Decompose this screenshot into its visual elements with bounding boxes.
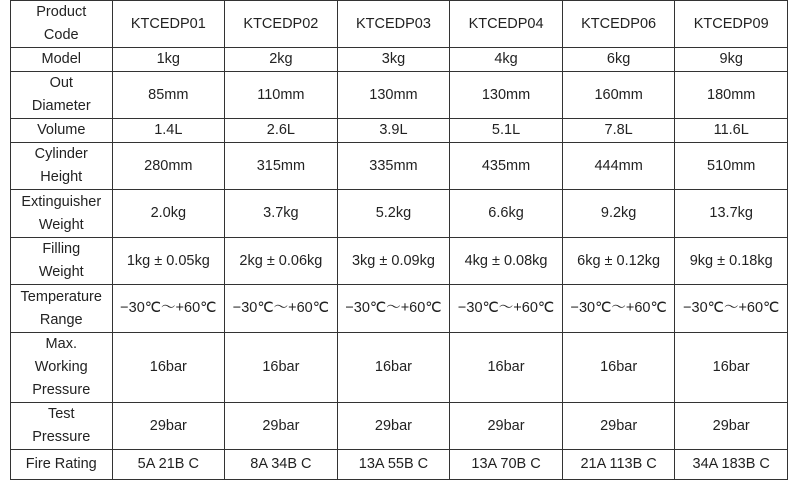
table-cell: 9.2kg (562, 190, 675, 238)
table-cell: −30℃～+60℃ (675, 285, 788, 333)
table-cell: 2kg (225, 48, 338, 72)
table-cell: 335mm (337, 143, 450, 190)
table-cell: 29bar (112, 403, 225, 450)
row-label-volume (11, 119, 113, 143)
specification-table (10, 0, 788, 480)
table-cell: −30℃～+60℃ (562, 285, 675, 333)
table-cell: 6.6kg (450, 190, 563, 238)
row-label-line: Product (36, 4, 87, 20)
row-label-line: Test (47, 406, 75, 422)
table-cell: −30℃～+60℃ (450, 285, 563, 333)
table-cell: 13A 70B C (450, 450, 563, 480)
row-label-line: Max. (45, 336, 77, 352)
row-label-line: Working (34, 359, 88, 375)
table-cell: 1.4L (112, 119, 225, 143)
table-cell: 1kg ± 0.05kg (112, 238, 225, 285)
row-label-line: Range (39, 311, 83, 328)
table-cell: KTCEDP03 (337, 1, 450, 48)
table-cell: 315mm (225, 143, 338, 190)
table-cell: 5.2kg (337, 190, 450, 238)
table-cell: 444mm (562, 143, 675, 190)
table-cell: 16bar (225, 333, 338, 403)
table-cell: 16bar (337, 333, 450, 403)
table-cell: 3.7kg (225, 190, 338, 238)
specification-table-body (11, 1, 788, 480)
row-label-line: Fire Rating (25, 456, 97, 472)
table-cell: KTCEDP01 (112, 1, 225, 48)
table-cell: 130mm (450, 72, 563, 119)
table-cell: 3.9L (337, 119, 450, 143)
row-label-filling-weight (11, 238, 113, 285)
row-label-fire-rating (11, 450, 113, 480)
table-cell: 2.0kg (112, 190, 225, 238)
table-cell: 29bar (450, 403, 563, 450)
row-label-line: Temperature (20, 288, 102, 305)
table-cell: KTCEDP04 (450, 1, 563, 48)
row-label-temperature-range (11, 285, 113, 333)
table-cell: 34A 183B C (675, 450, 788, 480)
table-cell: 16bar (450, 333, 563, 403)
table-cell: KTCEDP02 (225, 1, 338, 48)
row-label-line: Diameter (31, 98, 91, 114)
table-cell: 29bar (225, 403, 338, 450)
table-cell: 16bar (562, 333, 675, 403)
table-cell: 510mm (675, 143, 788, 190)
table-cell: 280mm (112, 143, 225, 190)
table-cell: 13A 55B C (337, 450, 450, 480)
row-label-line: Code (43, 27, 79, 43)
table-cell: 180mm (675, 72, 788, 119)
row-label-line: Filling (42, 241, 81, 257)
table-cell: 29bar (562, 403, 675, 450)
table-cell: −30℃～+60℃ (225, 285, 338, 333)
table-cell: 435mm (450, 143, 563, 190)
table-cell: 110mm (225, 72, 338, 119)
table-cell: 5A 21B C (112, 450, 225, 480)
row-label-line: Weight (38, 216, 84, 233)
table-cell: 16bar (112, 333, 225, 403)
table-cell: 9kg (675, 48, 788, 72)
table-row-extinguisher-weight (11, 190, 788, 238)
table-row-test-pressure (11, 403, 788, 450)
row-label-line: Pressure (32, 382, 91, 398)
table-row-out-diameter (11, 72, 788, 119)
row-label-out-diameter (11, 72, 113, 119)
table-cell: 6kg ± 0.12kg (562, 238, 675, 285)
row-label-line: Extinguisher (21, 193, 102, 210)
table-row-fire-rating (11, 450, 788, 480)
table-cell: 85mm (112, 72, 225, 119)
row-label-line: Cylinder (34, 146, 88, 162)
table-cell: 21A 113B C (562, 450, 675, 480)
row-label-line: Model (41, 51, 81, 67)
table-cell: −30℃～+60℃ (337, 285, 450, 333)
table-cell: 13.7kg (675, 190, 788, 238)
table-cell: 4kg (450, 48, 563, 72)
table-cell: 6kg (562, 48, 675, 72)
row-label-line: Weight (38, 264, 84, 280)
table-cell: 7.8L (562, 119, 675, 143)
row-label-test-pressure (11, 403, 113, 450)
row-label-line: Volume (37, 122, 86, 138)
table-row-temperature-range (11, 285, 788, 333)
row-label-model (11, 48, 113, 72)
table-cell: 2kg ± 0.06kg (225, 238, 338, 285)
row-label-product-code (11, 1, 113, 48)
table-cell: 8A 34B C (225, 450, 338, 480)
row-label-line: Pressure (32, 429, 91, 445)
row-label-line: Height (40, 169, 83, 185)
table-cell: 1kg (112, 48, 225, 72)
table-cell: −30℃～+60℃ (112, 285, 225, 333)
row-label-extinguisher-weight (11, 190, 113, 238)
table-cell: KTCEDP06 (562, 1, 675, 48)
table-cell: 160mm (562, 72, 675, 119)
table-cell: 2.6L (225, 119, 338, 143)
row-label-max-working-pressure (11, 333, 113, 403)
table-cell: 11.6L (675, 119, 788, 143)
table-cell: 5.1L (450, 119, 563, 143)
table-cell: 3kg ± 0.09kg (337, 238, 450, 285)
table-cell: 29bar (337, 403, 450, 450)
table-cell: 3kg (337, 48, 450, 72)
table-row-model (11, 48, 788, 72)
table-cell: 29bar (675, 403, 788, 450)
row-label-line: Out (49, 75, 73, 91)
table-cell: 130mm (337, 72, 450, 119)
row-label-cylinder-height (11, 143, 113, 190)
table-cell: 9kg ± 0.18kg (675, 238, 788, 285)
table-row-product-code (11, 1, 788, 48)
table-row-cylinder-height (11, 143, 788, 190)
table-cell: 4kg ± 0.08kg (450, 238, 563, 285)
table-cell: 16bar (675, 333, 788, 403)
table-row-volume (11, 119, 788, 143)
table-row-max-working-pressure (11, 333, 788, 403)
table-row-filling-weight (11, 238, 788, 285)
table-cell: KTCEDP09 (675, 1, 788, 48)
